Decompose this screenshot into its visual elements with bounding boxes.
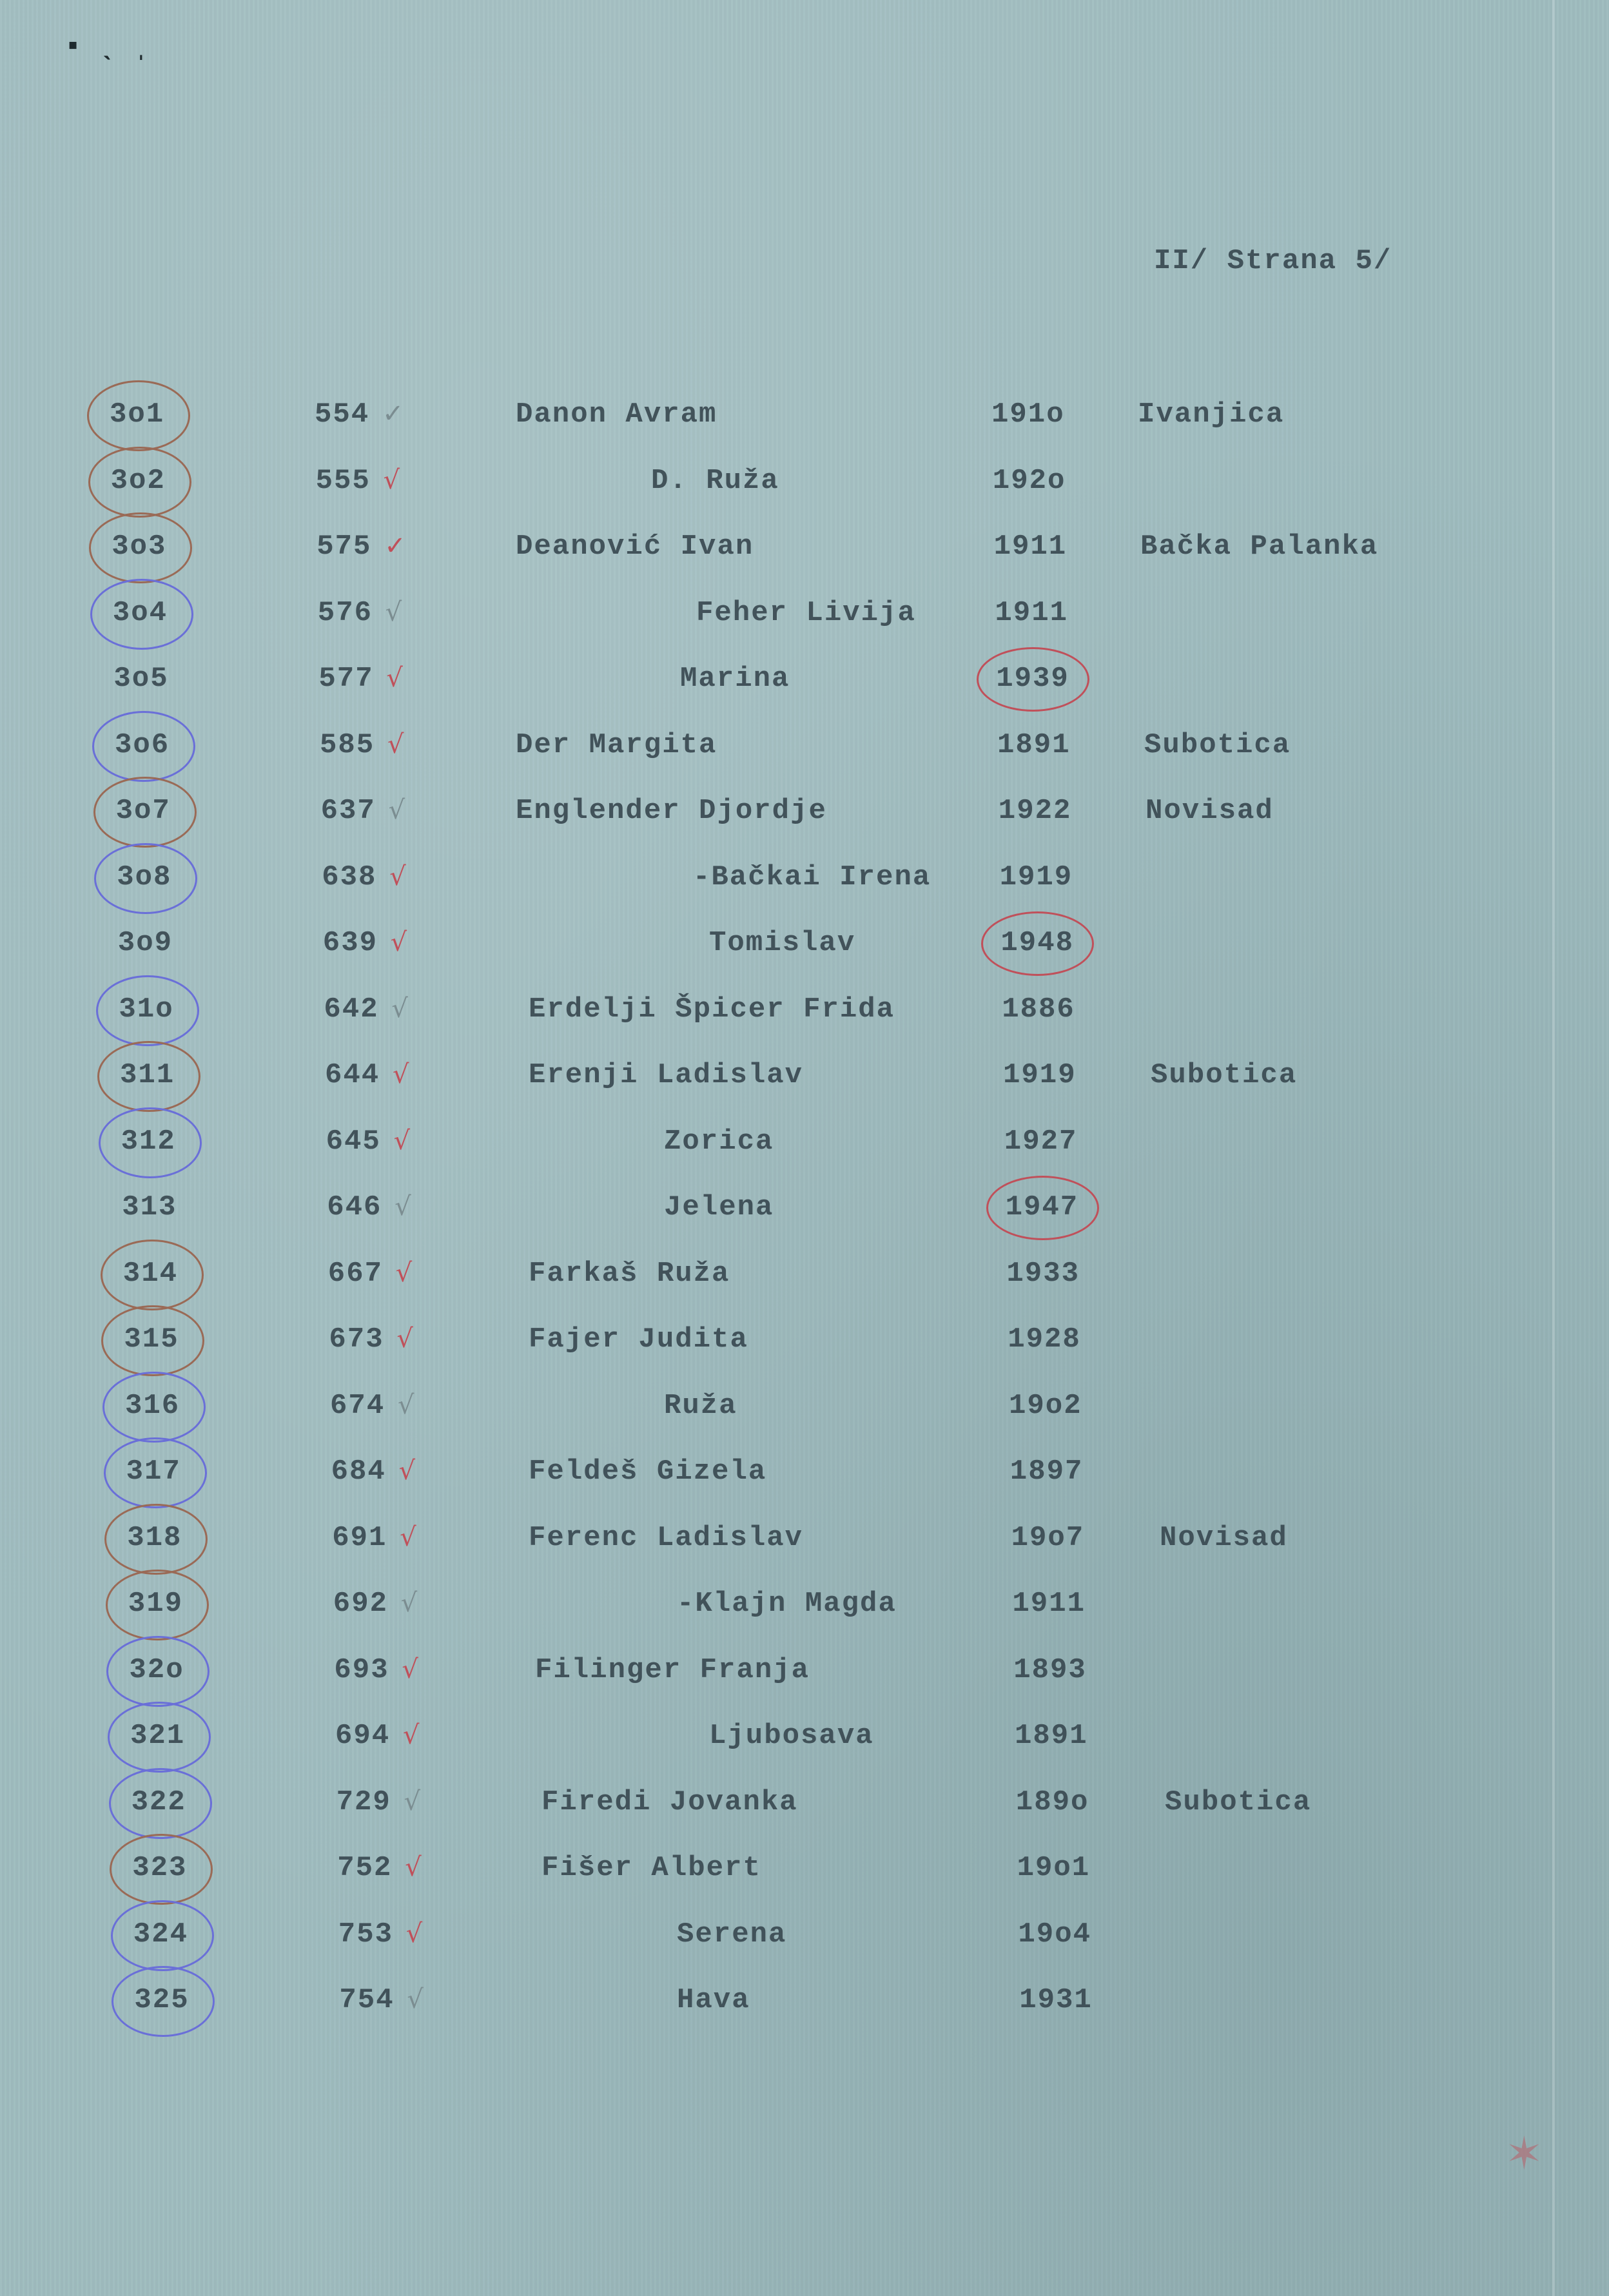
row-birth-year: 1919 [999, 861, 1073, 893]
row-file-number: 692 [333, 1588, 389, 1620]
sequence-circle-mark [110, 1834, 213, 1905]
sequence-circle-mark [94, 843, 197, 914]
row-sequence-number: 3o7 [115, 795, 171, 827]
row-person-name: Firedi Jovanka [541, 1785, 798, 1818]
check-mark-icon: √ [400, 1588, 418, 1618]
row-sequence-number: 315 [124, 1323, 179, 1356]
row-sequence-number: 316 [125, 1389, 180, 1422]
row-person-name: Deanović Ivan [516, 530, 754, 563]
row-person-name: Ruža [664, 1389, 737, 1422]
row-file-number: 691 [332, 1521, 387, 1554]
row-person-name: Zorica [664, 1125, 774, 1158]
row-place: Bačka Palanka [1140, 530, 1379, 563]
row-sequence-number: 311 [120, 1059, 175, 1091]
row-file-number: 644 [325, 1059, 380, 1091]
row-file-number: 684 [331, 1455, 386, 1488]
sequence-circle-mark [92, 711, 195, 782]
row-place: Subotica [1165, 1785, 1312, 1818]
row-person-name: Jelena [664, 1191, 774, 1223]
row-file-number: 753 [338, 1918, 394, 1951]
row-birth-year: 1886 [1002, 993, 1075, 1026]
sequence-circle-mark [88, 447, 191, 518]
row-person-name: Ferenc Ladislav [529, 1521, 804, 1554]
sequence-circle-mark [104, 1504, 208, 1575]
check-mark-icon: √ [398, 1390, 414, 1420]
row-birth-year: 19o1 [1017, 1852, 1091, 1884]
row-sequence-number: 3o8 [117, 861, 172, 893]
check-mark-icon: √ [400, 1522, 416, 1552]
row-person-name: Der Margita [516, 728, 717, 761]
sequence-circle-mark [112, 1966, 215, 2037]
row-sequence-number: 323 [132, 1852, 188, 1884]
sequence-circle-mark [101, 1305, 204, 1376]
check-mark-icon: √ [398, 1456, 416, 1486]
check-mark-icon: √ [393, 1125, 411, 1156]
row-file-number: 554 [315, 398, 370, 431]
row-birth-year: 192o [992, 464, 1066, 497]
check-mark-icon: √ [403, 1720, 420, 1750]
sequence-circle-mark [106, 1636, 210, 1707]
row-birth-year: 1931 [1019, 1984, 1093, 2016]
edge-ink-marks: ▪ ˎ ˌ [64, 31, 150, 63]
check-mark-icon: √ [405, 1918, 423, 1949]
year-circle-mark [986, 1176, 1099, 1240]
sequence-circle-mark [97, 1041, 200, 1112]
year-circle-mark [977, 647, 1089, 712]
check-mark-icon: ✓ [382, 399, 404, 429]
row-birth-year: 19o2 [1009, 1389, 1082, 1422]
row-file-number: 754 [339, 1984, 395, 2016]
row-sequence-number: 319 [128, 1588, 184, 1620]
row-birth-year: 1911 [995, 596, 1069, 629]
row-file-number: 555 [315, 464, 371, 497]
row-sequence-number: 314 [122, 1257, 179, 1290]
row-file-number: 646 [327, 1191, 382, 1223]
row-birth-year: 19o4 [1018, 1918, 1092, 1951]
row-sequence-number: 31o [119, 993, 174, 1026]
check-mark-icon: √ [391, 993, 408, 1024]
row-sequence-number: 321 [130, 1720, 186, 1752]
row-sequence-number: 322 [131, 1785, 186, 1818]
sequence-circle-mark [87, 380, 190, 451]
row-place: Novisad [1160, 1521, 1288, 1554]
row-sequence-number: 32o [129, 1653, 184, 1686]
row-file-number: 694 [335, 1720, 391, 1752]
row-person-name: -Bačkai Irena [693, 861, 931, 893]
row-file-number: 585 [320, 728, 375, 761]
row-file-number: 667 [327, 1257, 384, 1290]
row-birth-year: 1948 [1000, 927, 1075, 959]
row-file-number: 637 [320, 795, 376, 827]
paper-fold [1552, 0, 1555, 2296]
check-mark-icon: √ [395, 1192, 411, 1221]
row-birth-year: 1911 [993, 530, 1068, 563]
row-sequence-number: 3o1 [110, 398, 165, 431]
row-birth-year: 1922 [998, 795, 1072, 827]
sequence-circle-mark [99, 1107, 202, 1178]
check-mark-icon: √ [383, 465, 400, 495]
row-sequence-number: 324 [133, 1918, 189, 1951]
sequence-circle-mark [93, 777, 197, 848]
row-file-number: 638 [322, 861, 377, 893]
row-sequence-number: 325 [134, 1984, 190, 2016]
row-person-name: Erdelji Špicer Frida [529, 993, 895, 1026]
sequence-circle-mark [104, 1437, 207, 1508]
row-birth-year: 1928 [1008, 1323, 1081, 1356]
row-sequence-number: 3o3 [112, 530, 167, 563]
row-person-name: Serena [677, 1918, 787, 1951]
sequence-circle-mark [111, 1900, 214, 1971]
row-place: Subotica [1151, 1059, 1298, 1091]
page-label: II/ Strana 5/ [1154, 245, 1392, 277]
row-birth-year: 1893 [1013, 1653, 1087, 1686]
check-mark-icon: √ [390, 928, 407, 957]
row-birth-year: 1919 [1003, 1059, 1077, 1091]
row-file-number: 577 [318, 663, 374, 695]
sequence-circle-mark [101, 1240, 204, 1310]
row-sequence-number: 3o9 [117, 927, 173, 959]
year-circle-mark [981, 911, 1094, 976]
row-sequence-number: 312 [121, 1125, 176, 1158]
row-file-number: 639 [322, 927, 378, 959]
row-file-number: 673 [329, 1323, 384, 1356]
check-mark-icon: √ [387, 729, 404, 759]
row-person-name: Feher Livija [696, 596, 916, 629]
sequence-circle-mark [108, 1702, 211, 1773]
row-person-name: Fajer Judita [529, 1323, 748, 1356]
row-place: Novisad [1146, 795, 1274, 827]
sequence-circle-mark [96, 975, 199, 1046]
check-mark-icon: ✓ [384, 531, 406, 561]
row-sequence-number: 3o6 [115, 728, 170, 761]
row-birth-year: 1891 [1015, 1720, 1088, 1752]
check-mark-icon: √ [405, 1853, 422, 1882]
sequence-circle-mark [90, 579, 193, 650]
row-birth-year: 19o7 [1011, 1521, 1085, 1554]
row-person-name: Ljubosava [709, 1720, 874, 1752]
row-birth-year: 1939 [996, 663, 1069, 695]
check-mark-icon: √ [393, 1060, 409, 1089]
check-mark-icon: √ [386, 663, 403, 693]
row-person-name: Englender Djordje [516, 795, 827, 827]
row-person-name: Hava [677, 1984, 750, 2016]
row-birth-year: 1911 [1012, 1588, 1086, 1620]
check-mark-icon: √ [396, 1324, 413, 1354]
sequence-circle-mark [89, 512, 192, 583]
row-file-number: 645 [326, 1125, 381, 1158]
check-mark-icon: √ [407, 1985, 424, 2014]
row-birth-year: 1933 [1006, 1257, 1080, 1290]
row-sequence-number: 317 [126, 1455, 181, 1488]
check-mark-icon: √ [404, 1786, 421, 1816]
row-person-name: Erenji Ladislav [529, 1059, 804, 1091]
row-place: Ivanjica [1138, 398, 1285, 431]
row-person-name: Marina [680, 663, 790, 695]
row-person-name: Tomislav [709, 927, 856, 959]
row-person-name: Feldeš Gizela [529, 1455, 767, 1488]
row-person-name: Filinger Franja [535, 1653, 810, 1686]
row-file-number: 693 [334, 1653, 389, 1686]
row-birth-year: 1897 [1009, 1455, 1084, 1488]
check-mark-icon: √ [385, 597, 402, 627]
row-sequence-number: 3o5 [113, 663, 169, 695]
row-person-name: Fišer Albert [541, 1852, 761, 1884]
row-file-number: 729 [336, 1785, 391, 1818]
check-mark-icon: √ [389, 861, 406, 891]
row-birth-year: 189o [1015, 1785, 1089, 1818]
check-mark-icon: √ [402, 1654, 418, 1684]
sequence-circle-mark [109, 1768, 212, 1839]
row-person-name: -Klajn Magda [677, 1588, 897, 1620]
corner-pencil-mark: ✶ [1505, 2127, 1543, 2180]
row-sequence-number: 318 [127, 1521, 182, 1554]
row-birth-year: 1891 [997, 728, 1071, 761]
row-birth-year: 1947 [1005, 1191, 1079, 1223]
row-sequence-number: 313 [122, 1191, 177, 1223]
row-birth-year: 191o [991, 398, 1065, 431]
row-birth-year: 1927 [1004, 1125, 1078, 1158]
check-mark-icon: √ [388, 795, 405, 825]
row-person-name: D. Ruža [651, 464, 779, 497]
row-sequence-number: 3o4 [112, 596, 168, 629]
row-file-number: 575 [317, 530, 372, 563]
sequence-circle-mark [102, 1372, 206, 1443]
row-file-number: 642 [324, 993, 379, 1026]
row-file-number: 576 [317, 596, 373, 629]
row-file-number: 674 [330, 1389, 385, 1422]
row-sequence-number: 3o2 [110, 464, 166, 497]
sequence-circle-mark [106, 1570, 209, 1640]
row-place: Subotica [1144, 728, 1291, 761]
row-file-number: 752 [337, 1852, 393, 1884]
row-person-name: Danon Avram [516, 398, 717, 431]
row-person-name: Farkaš Ruža [529, 1257, 730, 1290]
check-mark-icon: √ [395, 1258, 413, 1288]
